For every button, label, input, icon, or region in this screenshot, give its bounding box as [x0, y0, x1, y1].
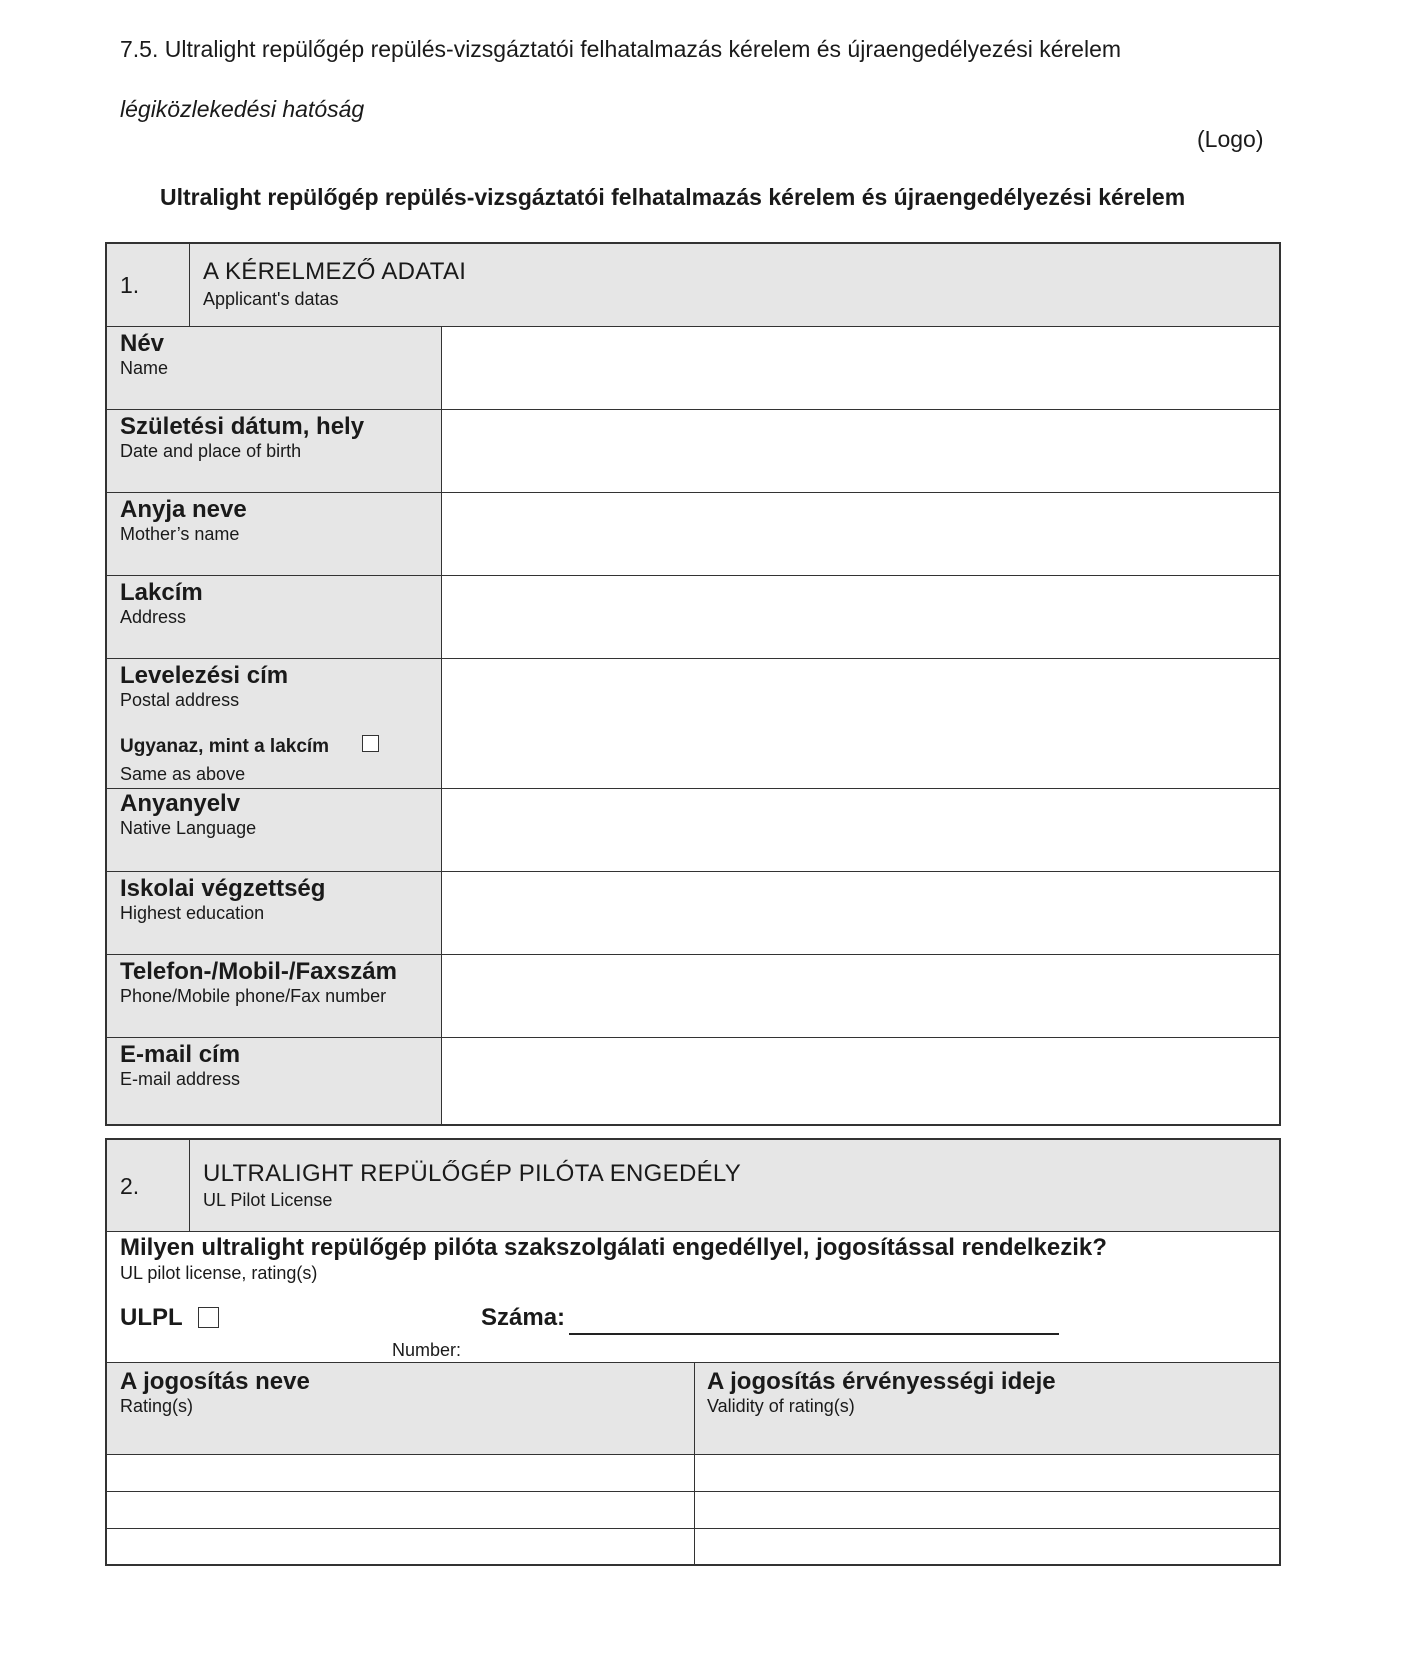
label-same-as-hu: Ugyanaz, mint a lakcím [120, 736, 330, 757]
section1-number: 1. [120, 272, 140, 298]
label-same-as-en: Same as above [120, 764, 246, 784]
logo-placeholder: (Logo) [1197, 126, 1264, 152]
birth-field[interactable] [443, 410, 1279, 492]
license-question-hu: Milyen ultralight repülőgép pilóta szakszolgálati engedéllyel, jogosítással rendelkezik? [120, 1234, 1107, 1261]
number-label-hu: Száma: [481, 1304, 566, 1331]
section2-title: ULTRALIGHT REPÜLŐGÉP PILÓTA ENGEDÉLY [203, 1160, 742, 1187]
section2-subtitle: UL Pilot License [203, 1190, 333, 1210]
name-field[interactable] [443, 327, 1279, 409]
section-pilot-license [105, 1138, 1281, 1566]
license-number-field[interactable] [569, 1302, 1059, 1332]
section1-subtitle: Applicant's datas [203, 289, 339, 309]
rating-name-cell[interactable] [107, 1529, 694, 1564]
rating-validity-cell[interactable] [696, 1492, 1279, 1528]
ulpl-label: ULPL [120, 1304, 183, 1331]
document-heading: 7.5. Ultralight repülőgép repülés-vizsgáztatói felhatalmazás kérelem és újraengedélyezési kérelem [120, 36, 1122, 62]
address-field[interactable] [443, 576, 1279, 658]
col-rating-name-hu: A jogosítás neve [120, 1368, 310, 1395]
label-email-en: E-mail address [120, 1069, 241, 1089]
col-validity-en: Validity of rating(s) [707, 1396, 855, 1416]
same-as-checkbox[interactable] [362, 735, 379, 752]
email-field[interactable] [443, 1038, 1279, 1124]
label-email-hu: E-mail cím [120, 1041, 241, 1068]
label-address-en: Address [120, 607, 187, 627]
license-number-underline [569, 1333, 1059, 1335]
label-language-en: Native Language [120, 818, 257, 838]
authority-name: légiközlekedési hatóság [120, 96, 365, 122]
phone-field[interactable] [443, 955, 1279, 1037]
section1-title: A KÉRELMEZŐ ADATAI [203, 258, 467, 285]
number-label-en: Number: [392, 1340, 462, 1360]
label-phone-en: Phone/Mobile phone/Fax number [120, 986, 387, 1006]
col-rating-name-en: Rating(s) [120, 1396, 194, 1416]
section2-number: 2. [120, 1173, 140, 1199]
label-address-hu: Lakcím [120, 579, 203, 606]
mother-name-field[interactable] [443, 493, 1279, 575]
label-postal-en: Postal address [120, 690, 240, 710]
label-language-hu: Anyanyelv [120, 790, 241, 817]
ulpl-checkbox[interactable] [198, 1307, 219, 1328]
section-applicant-data [105, 242, 1281, 1126]
postal-address-field[interactable] [443, 659, 1279, 788]
rating-name-cell[interactable] [107, 1455, 694, 1491]
rating-validity-cell[interactable] [696, 1455, 1279, 1491]
label-education-en: Highest education [120, 903, 265, 923]
label-mother-hu: Anyja neve [120, 496, 247, 523]
label-education-hu: Iskolai végzettség [120, 875, 326, 902]
label-name-hu: Név [120, 330, 165, 357]
rating-name-cell[interactable] [107, 1492, 694, 1528]
label-mother-en: Mother’s name [120, 524, 240, 544]
label-birth-en: Date and place of birth [120, 441, 302, 461]
label-postal-hu: Levelezési cím [120, 662, 289, 689]
education-field[interactable] [443, 872, 1279, 954]
rating-validity-cell[interactable] [696, 1529, 1279, 1564]
label-phone-hu: Telefon-/Mobil-/Faxszám [120, 958, 397, 985]
col-validity-hu: A jogosítás érvényességi ideje [707, 1368, 1056, 1395]
label-name-en: Name [120, 358, 169, 378]
native-language-field[interactable] [443, 789, 1279, 871]
license-question-en: UL pilot license, rating(s) [120, 1263, 318, 1283]
form-title: Ultralight repülőgép repülés-vizsgáztatói felhatalmazás kérelem és újraengedélyezési kérelem [160, 184, 1186, 210]
label-birth-hu: Születési dátum, hely [120, 413, 365, 440]
